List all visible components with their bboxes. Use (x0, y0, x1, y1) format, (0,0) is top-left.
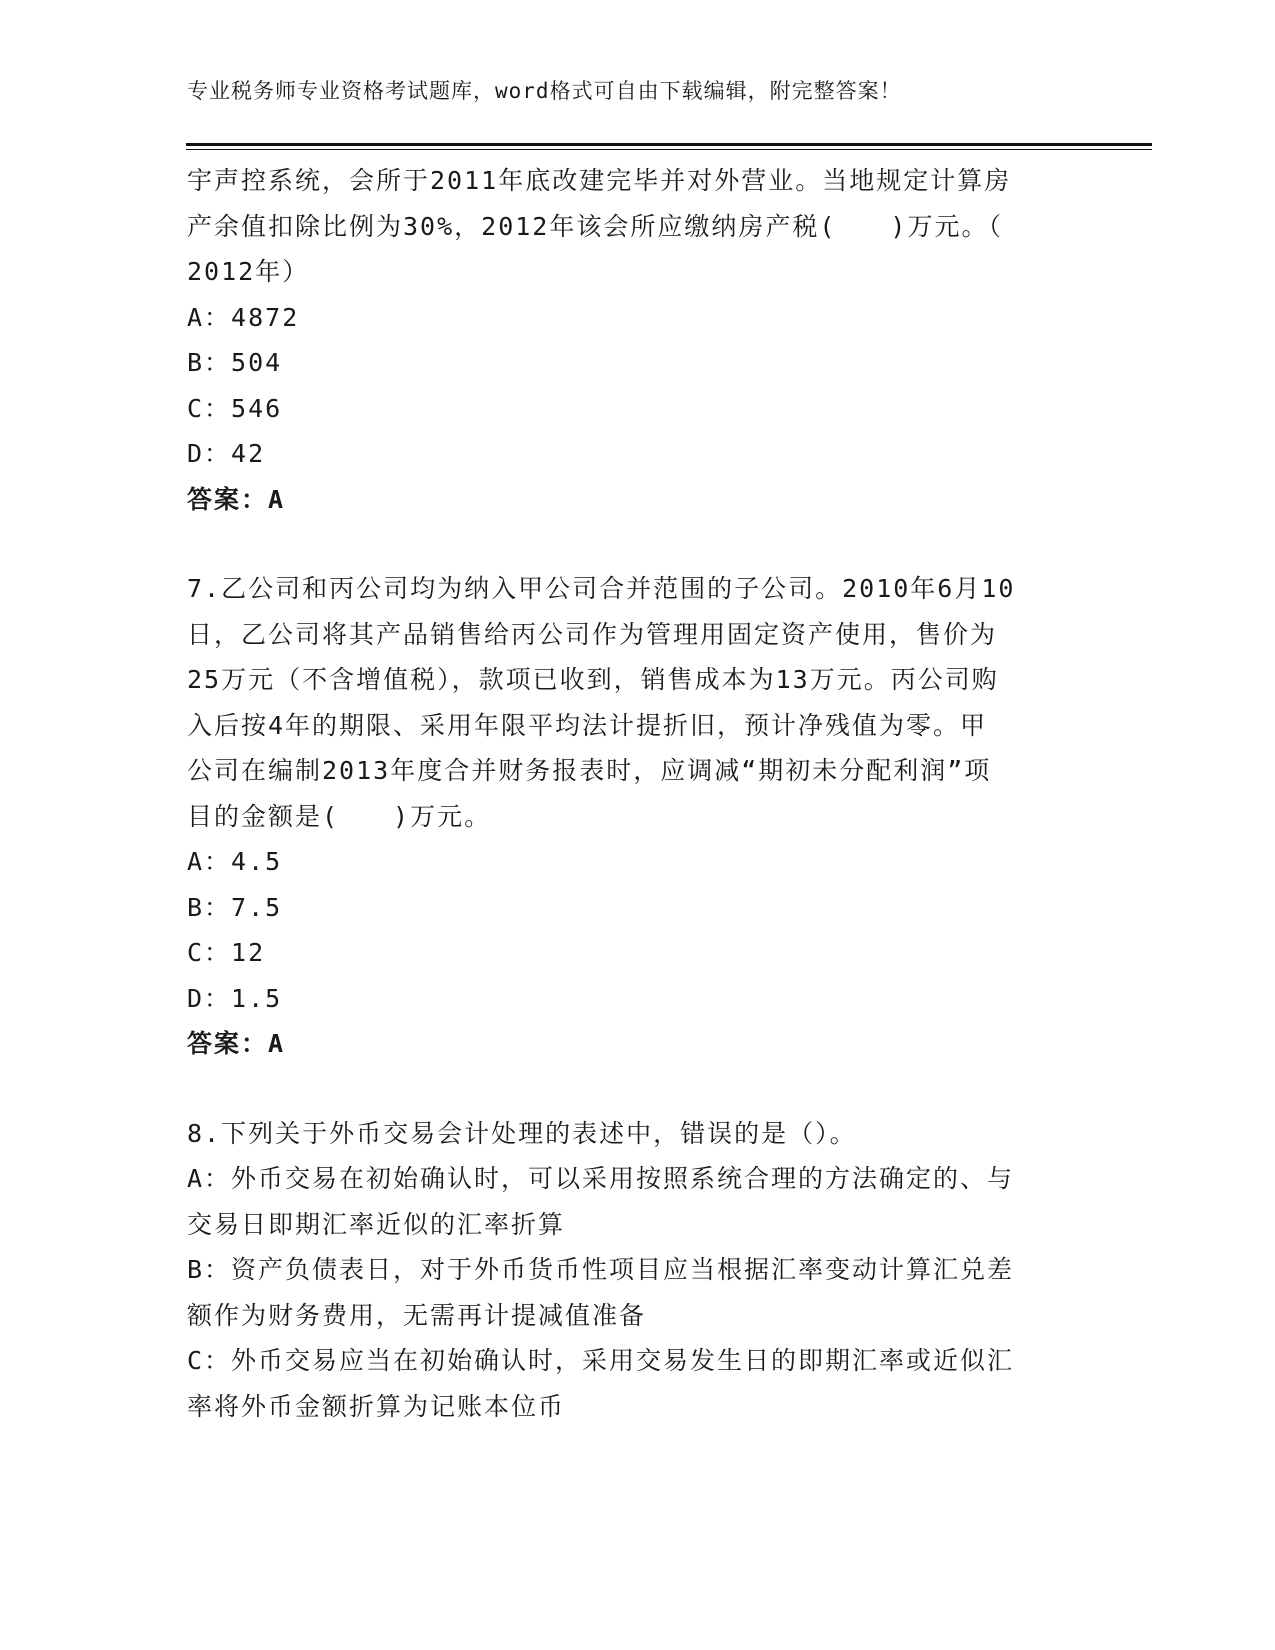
question-block (187, 158, 1087, 522)
answer-label: 答案：A (187, 484, 286, 514)
question-block (187, 1111, 1087, 1430)
question-spacer (187, 1067, 1087, 1111)
question-text-line: 8.下列关于外币交易会计处理的表述中，错误的是（）。 (187, 1118, 857, 1148)
question-text-line: 7.乙公司和丙公司均为纳入甲公司合并范围的子公司。2010年6月10 (187, 574, 1016, 603)
question-text-line: 目的金额是( )万元。 (187, 801, 492, 831)
question-text-line: 25万元（不含增值税），款项已收到，销售成本为13万元。丙公司购 (187, 665, 999, 694)
option-a: A：4.5 (187, 847, 283, 876)
question-text-line: 入后按4年的期限、采用年限平均法计提折旧，预计净残值为零。甲 (187, 710, 988, 740)
option-c: C：12 (187, 938, 266, 967)
question-spacer (187, 522, 1087, 566)
option-b: B：7.5 (187, 892, 283, 922)
option-c-continued: 率将外币金额折算为记账本位币 (187, 1391, 566, 1421)
option-a-continued: 交易日即期汇率近似的汇率折算 (187, 1209, 566, 1239)
question-text-line: 公司在编制2013年度合并财务报表时，应调减“期初未分配利润”项 (187, 756, 992, 785)
question-content (187, 158, 1087, 1429)
option-a: A：外币交易在初始确认时，可以采用按照系统合理的方法确定的、与 (187, 1164, 1015, 1193)
question-text-line: 2012年） (187, 257, 310, 286)
option-c: C：外币交易应当在初始确认时，采用交易发生日的即期汇率或近似汇 (187, 1346, 1015, 1375)
answer-label: 答案：A (187, 1029, 286, 1058)
page-header: 专业税务师专业资格考试题库，word格式可自由下载编辑，附完整答案！ (187, 79, 902, 103)
option-a: A：4872 (187, 302, 300, 332)
option-b: B：资产负债表日，对于外币货币性项目应当根据汇率变动计算汇兑差 (187, 1255, 1015, 1284)
question-block (187, 566, 1087, 1067)
option-d: D：1.5 (187, 983, 283, 1013)
header-rule-thin (186, 149, 1152, 150)
option-c: C：546 (187, 393, 283, 423)
question-text-line: 宇声控系统，会所于2011年底改建完毕并对外营业。当地规定计算房 (187, 166, 1012, 195)
header-rule-thick (186, 143, 1152, 146)
option-b-continued: 额作为财务费用，无需再计提减值准备 (187, 1300, 647, 1330)
question-text-line: 产余值扣除比例为30%，2012年该会所应缴纳房产税( )万元。（ (187, 211, 1003, 241)
question-text-line: 日，乙公司将其产品销售给丙公司作为管理用固定资产使用，售价为 (187, 619, 998, 649)
option-b: B：504 (187, 348, 283, 377)
option-d: D：42 (187, 439, 266, 468)
